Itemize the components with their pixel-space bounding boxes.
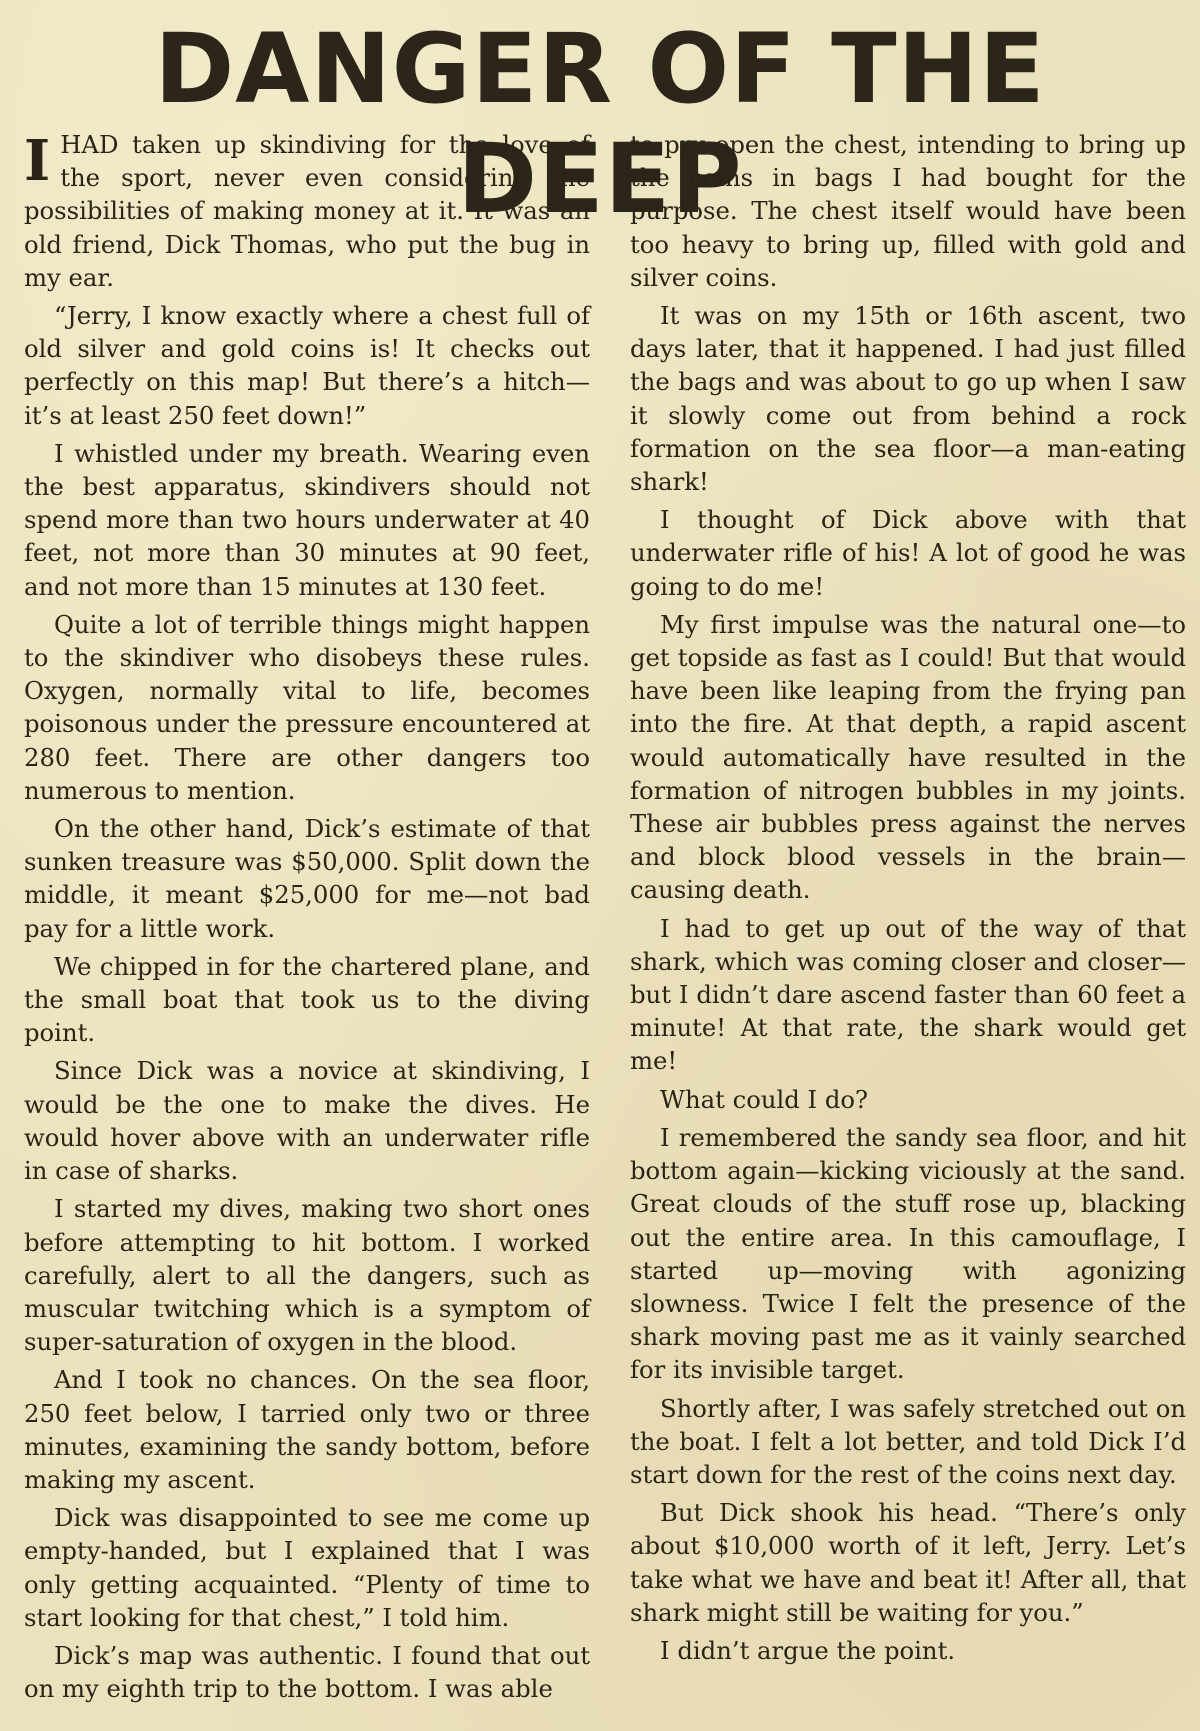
paragraph: I started my dives, making two short ones before attempting to hit bottom. I worked carefully, alert to all the dangers, such as muscular twitching which is a symptom of super-saturation of oxygen in the blood. xyxy=(24,1194,590,1357)
paragraph: But Dick shook his head. “There’s only about $10,000 worth of it left, Jerry. Let’s take what we have and beat it! After all, that shark might still be waiting for you.” xyxy=(630,1498,1186,1627)
continued-paragraph: to pry open the chest, intending to bring up the coins in bags I had bought for the purpose. The chest itself would have been too heavy to bring up, filled with gold and silver coins. xyxy=(630,130,1186,292)
paragraph: Dick was disappointed to see me come up empty-handed, but I explained that I was only getting acquainted. “Plenty of time to start looking for that chest,” I told him. xyxy=(24,1503,590,1632)
paragraph: And I took no chances. On the sea floor, 250 feet below, I tarried only two or three minutes, examining the sandy bottom, before making my ascent. xyxy=(24,1365,590,1494)
story-title: DANGER OF THE DEEP xyxy=(154,13,1046,235)
paragraph: Quite a lot of terrible things might happen to the skindiver who disobeys these rules. Oxygen, normally vital to life, becomes poisonous under the pressure encountered at 280 feet. There are other dangers too numerous to mention. xyxy=(24,609,590,805)
paragraph: I whistled under my breath. Wearing even the best apparatus, skindivers should not spend more than two hours underwater at 40 feet, not more than 30 minutes at 90 feet, and not more than 15 minutes at 130 feet. xyxy=(24,438,590,601)
paragraph: I remembered the sandy sea floor, and hit bottom again—kicking viciously at the sand. Great clouds of the stuff rose up, blacking out the entire area. In this camouflage, I started up—moving with agonizing slowness. Twice I felt the presence of the shark moving past me as it vainly searched for its invisible target. xyxy=(630,1122,1186,1385)
paragraph: “Jerry, I know exactly where a chest full of old silver and gold coins is! It checks out perfectly on this map! But there’s a hitch—it’s at least 250 feet down!” xyxy=(24,301,590,430)
paragraph: On the other hand, Dick’s estimate of that sunken treasure was $50,000. Split down the middle, it meant $25,000 for me—not bad pay for a little work. xyxy=(24,814,590,943)
first-paragraph-text: HAD taken up skindiving for the love of the sport, never even considering the possibilities of making money at it. It was an old friend, Dick Thomas, who put the bug in my ear. xyxy=(24,130,590,292)
paragraph: I thought of Dick above with that underwater rifle of his! A lot of good he was going to do me! xyxy=(630,505,1186,601)
paragraph: I didn’t argue the point. xyxy=(660,1635,956,1665)
drop-cap: I xyxy=(24,128,51,194)
first-paragraph xyxy=(24,128,590,294)
paragraph: I had to get up out of the way of that shark, which was coming closer and closer—but I didn’t dare ascend faster than 60 feet a minute! At that rate, the shark would get me! xyxy=(630,913,1186,1076)
paragraph: Shortly after, I was safely stretched out on the boat. I felt a lot better, and told Dick I’d start down for the rest of the coins next day. xyxy=(630,1393,1186,1489)
paragraph: Since Dick was a novice at skindiving, I would be the one to make the dives. He would hover above with an underwater rifle in case of sharks. xyxy=(24,1056,590,1186)
paragraph: We chipped in for the chartered plane, and the small boat that took us to the diving point. xyxy=(24,951,590,1048)
paragraph: My first impulse was the natural one—to get topside as fast as I could! But that would have been like leaping from the frying pan into the fire. At that depth, a rapid ascent would automatically have resulted in the formation of nitrogen bubbles in my joints. These air bubbles press against the nerves and block blood vessels in the brain—causing death. xyxy=(630,609,1186,905)
right-column xyxy=(630,128,1186,1672)
paragraph: It was on my 15th or 16th ascent, two days later, that it happened. I had just filled the bags and was about to go up when I saw it slowly come out from behind a rock formation on the sea floor—a man-eating shark! xyxy=(630,301,1186,497)
paragraph: Dick’s map was authentic. I found that out on my eighth trip to the bottom. I was able xyxy=(24,1640,590,1704)
left-column xyxy=(24,128,590,1710)
paragraph: What could I do? xyxy=(660,1084,869,1114)
